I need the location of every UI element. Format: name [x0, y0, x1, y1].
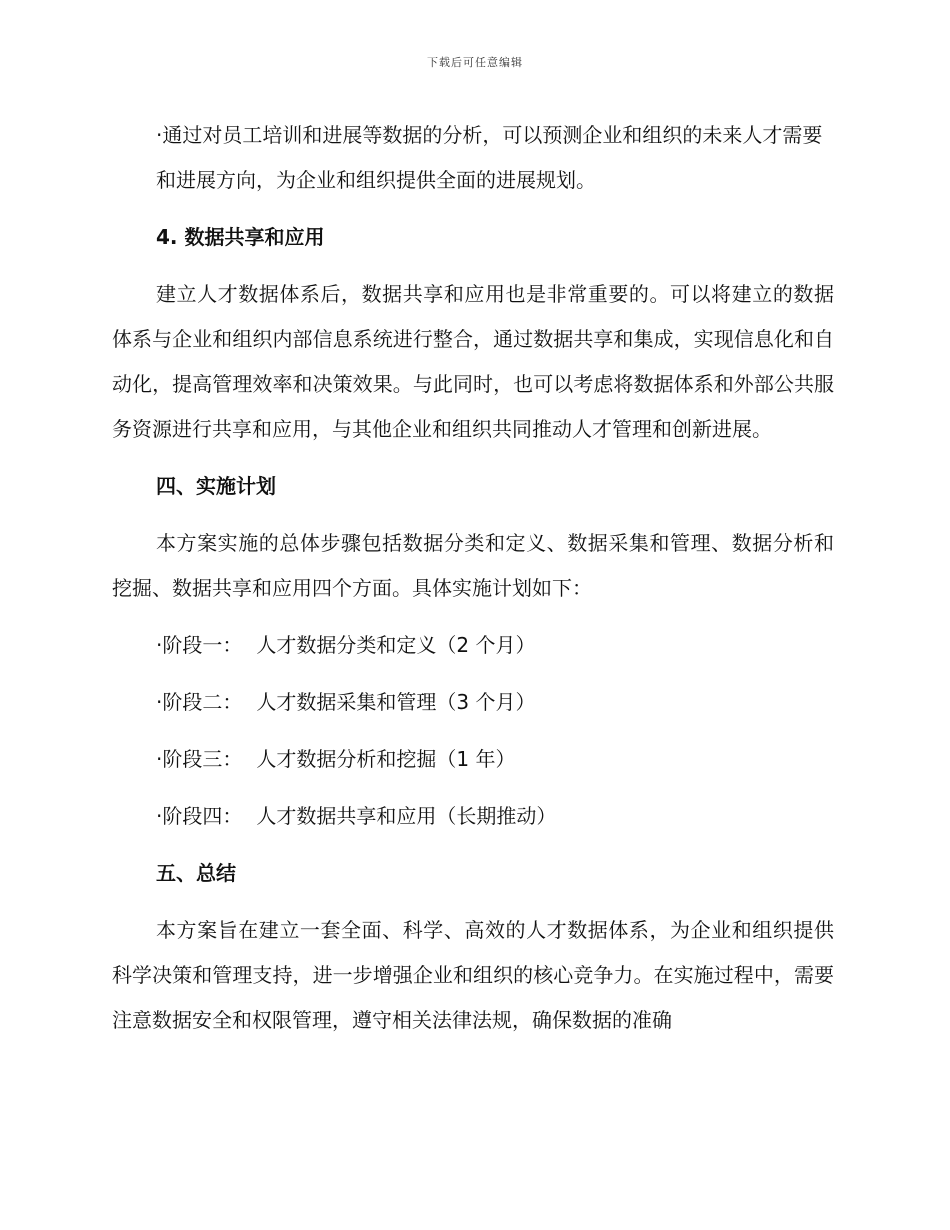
stage-item-4 — [112, 794, 834, 839]
stage-description: 人才数据采集和管理（3 个月） — [256, 690, 536, 714]
bullet-paragraph-forecast: ·通过对员工培训和进展等数据的分析，可以预测企业和组织的未来人才需要和进展方向，为企业和组织提供全面的进展规划。 — [156, 123, 823, 192]
stage-label: ·阶段四： — [156, 804, 243, 828]
header-note: 下载后可任意编辑 — [427, 56, 523, 69]
stage-item-3 — [112, 737, 834, 782]
stage-description: 人才数据分析和挖掘（1 年） — [256, 747, 516, 771]
stage-label: ·阶段一： — [156, 633, 243, 657]
stage-label: ·阶段三： — [156, 747, 243, 771]
document-body — [112, 113, 834, 1043]
paragraph-implementation-overview: 本方案实施的总体步骤包括数据分类和定义、数据采集和管理、数据分析和挖掘、数据共享和应用四个方面。具体实施计划如下： — [112, 531, 834, 600]
stage-item-1 — [112, 623, 834, 668]
section-heading-summary: 五、总结 — [156, 861, 236, 885]
stage-description: 人才数据共享和应用（长期推动） — [256, 804, 557, 828]
section-heading-implementation-plan: 四、实施计划 — [156, 474, 276, 498]
paragraph-summary: 本方案旨在建立一套全面、科学、高效的人才数据体系，为企业和组织提供科学决策和管理支持，进一步增强企业和组织的核心竞争力。在实施过程中，需要注意数据安全和权限管理，遵守相关法律法规，确保数据的准确 — [112, 918, 834, 1032]
subsection-heading-data-sharing: 4. 数据共享和应用 — [156, 225, 325, 249]
paragraph-data-sharing: 建立人才数据体系后，数据共享和应用也是非常重要的。可以将建立的数据体系与企业和组织内部信息系统进行整合，通过数据共享和集成，实现信息化和自动化，提高管理效率和决策效果。与此同时，也可以考虑将数据体系和外部公共服务资源进行共享和应用，与其他企业和组织共同推动人才管理和创新进展。 — [112, 282, 834, 441]
stage-item-2 — [112, 680, 834, 725]
stage-label: ·阶段二： — [156, 690, 243, 714]
stage-description: 人才数据分类和定义（2 个月） — [256, 633, 536, 657]
